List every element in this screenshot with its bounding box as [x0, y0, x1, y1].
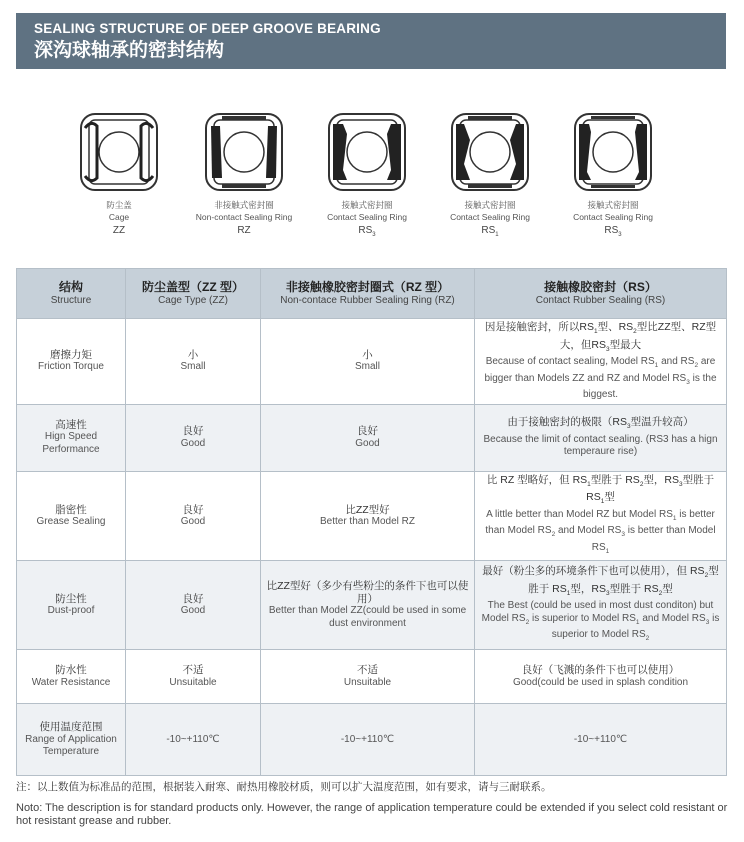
row-label: 防尘性 Dust-proof: [17, 561, 126, 650]
row-label: 脂密性 Grease Sealing: [17, 471, 126, 561]
bearing-rz-icon: [202, 110, 286, 194]
bearing-rs3-icon: [325, 110, 409, 194]
cell-zz: 不适 Unsuitable: [126, 650, 261, 704]
table-row: [17, 650, 727, 704]
cell-rs: 良好（飞溅的条件下也可以使用） Good(could be used in splash condition: [475, 650, 727, 704]
figure-label-cn: 非接触式密封圈: [214, 200, 274, 210]
figure-label-cn: 接触式密封圈: [341, 200, 393, 210]
title-en: SEALING STRUCTURE OF DEEP GROOVE BEARING: [34, 21, 381, 36]
note-en: Noto: The description is for standard products only. However, the range of application temperature could be extended if you select cold resistant or hot resistant grease and rubber.: [16, 802, 728, 827]
figure-label-cn: 防尘盖: [106, 200, 132, 210]
figure-label-en: Cage: [108, 212, 130, 222]
col-structure: 结构 Structure: [17, 269, 126, 319]
cell-rs: 因是接触密封，所以$RS_1$型、$RS_2$型比ZZ型、RZ型大，但$RS_3$型最大 Because of contact sealing, Model $RS_1$ and $RS_2$ are bigger than Models ZZ and RZ and Model $RS_3$ is the biggest.: [475, 319, 727, 405]
page-header: [16, 13, 726, 69]
figure-code: $RS_3$: [604, 225, 622, 238]
cell-rz: 小 Small: [261, 319, 475, 405]
figure-label-en: Contact Sealing Ring: [573, 212, 653, 222]
col-rs: 接触橡胶密封（RS） Contact Rubber Sealing (RS): [475, 269, 727, 319]
figure-rs3-b: [553, 110, 673, 242]
cell-rs: 比 RZ 型略好，但 $RS_1$型胜于 $RS_2$型，$RS_3$型胜于 $RS_1$型 A little better than Model RZ but Model $RS_1$ is better than Model $RS_2$ and Model $RS_3$ is better than Model $RS_1$: [475, 471, 727, 561]
bearing-zz-icon: [77, 110, 161, 194]
note-cn: 注：以上数值为标准品的范围，根据装入耐寒、耐热用橡胶材质，则可以扩大温度范围，如有要求，请与三耐联系。: [16, 781, 552, 793]
figure-label-en: Contact Sealing Ring: [450, 212, 530, 222]
bearing-rs1-icon: [448, 110, 532, 194]
col-zz: 防尘盖型（ZZ 型） Cage Type (ZZ): [126, 269, 261, 319]
row-label: 磨擦力矩 Friction Torque: [17, 319, 126, 405]
figure-rs1: [430, 110, 550, 242]
figure-code: $RS_3$: [358, 225, 376, 238]
cell-rz: -10~+110℃: [261, 704, 475, 776]
bearing-figures: [60, 110, 690, 240]
cell-zz: 小 Small: [126, 319, 261, 405]
figure-label-en: Contact Sealing Ring: [327, 212, 407, 222]
cell-zz: 良好 Good: [126, 471, 261, 561]
cell-rz: 良好 Good: [261, 404, 475, 471]
cell-zz: 良好 Good: [126, 404, 261, 471]
figure-label-en: Non-contact Sealing Ring: [195, 212, 293, 222]
cell-zz: -10~+110℃: [126, 704, 261, 776]
cell-zz: 良好 Good: [126, 561, 261, 650]
footnotes: [16, 780, 732, 828]
title-cn: 深沟球轴承的密封结构: [34, 40, 225, 61]
figure-zz: [59, 110, 179, 238]
table-row: [17, 471, 727, 561]
row-label: 高速性 Hign Speed Performance: [17, 404, 126, 471]
table-row: [17, 404, 727, 471]
figure-code: ZZ: [112, 225, 126, 236]
row-label: 防水性 Water Resistance: [17, 650, 126, 704]
table-row: [17, 319, 727, 405]
cell-rs: 由于接触密封的极限（$RS_3$型温升较高） Because the limit of contact sealing. (RS3 has a hign temperaure rise): [475, 404, 727, 471]
cell-rz: 比ZZ型好（多少有些粉尘的条件下也可以使用） Better than Model ZZ(could be used in some dust environment: [261, 561, 475, 650]
cell-rz: 比ZZ型好 Better than Model RZ: [261, 471, 475, 561]
figure-rz: [184, 110, 304, 238]
cell-rz: 不适 Unsuitable: [261, 650, 475, 704]
figure-label-cn: 接触式密封圈: [464, 200, 516, 210]
bearing-rs3-icon: [571, 110, 655, 194]
table-header-row: [17, 269, 727, 319]
figure-rs3-a: [307, 110, 427, 242]
figure-code: RZ: [237, 225, 251, 236]
comparison-table: [16, 268, 727, 776]
table-row: [17, 704, 727, 776]
figure-code: $RS_1$: [481, 225, 499, 238]
table-row: [17, 561, 727, 650]
figure-label-cn: 接触式密封圈: [587, 200, 639, 210]
cell-rs: 最好（粉尘多的环境条件下也可以使用），但 $RS_2$型胜于 $RS_1$型，$RS_3$型胜于 $RS_2$型 The Best (could be used in most dust conditon) but Model $RS_2$ is superior to Model $RS_1$ and Model $RS_3$ is superior to Model $RS_2$: [475, 561, 727, 650]
cell-rs: -10~+110℃: [475, 704, 727, 776]
col-rz: 非接触橡胶密封圈式（RZ 型） Non-contace Rubber Sealing Ring (RZ): [261, 269, 475, 319]
row-label: 使用温度范围 Range of Application Temperature: [17, 704, 126, 776]
